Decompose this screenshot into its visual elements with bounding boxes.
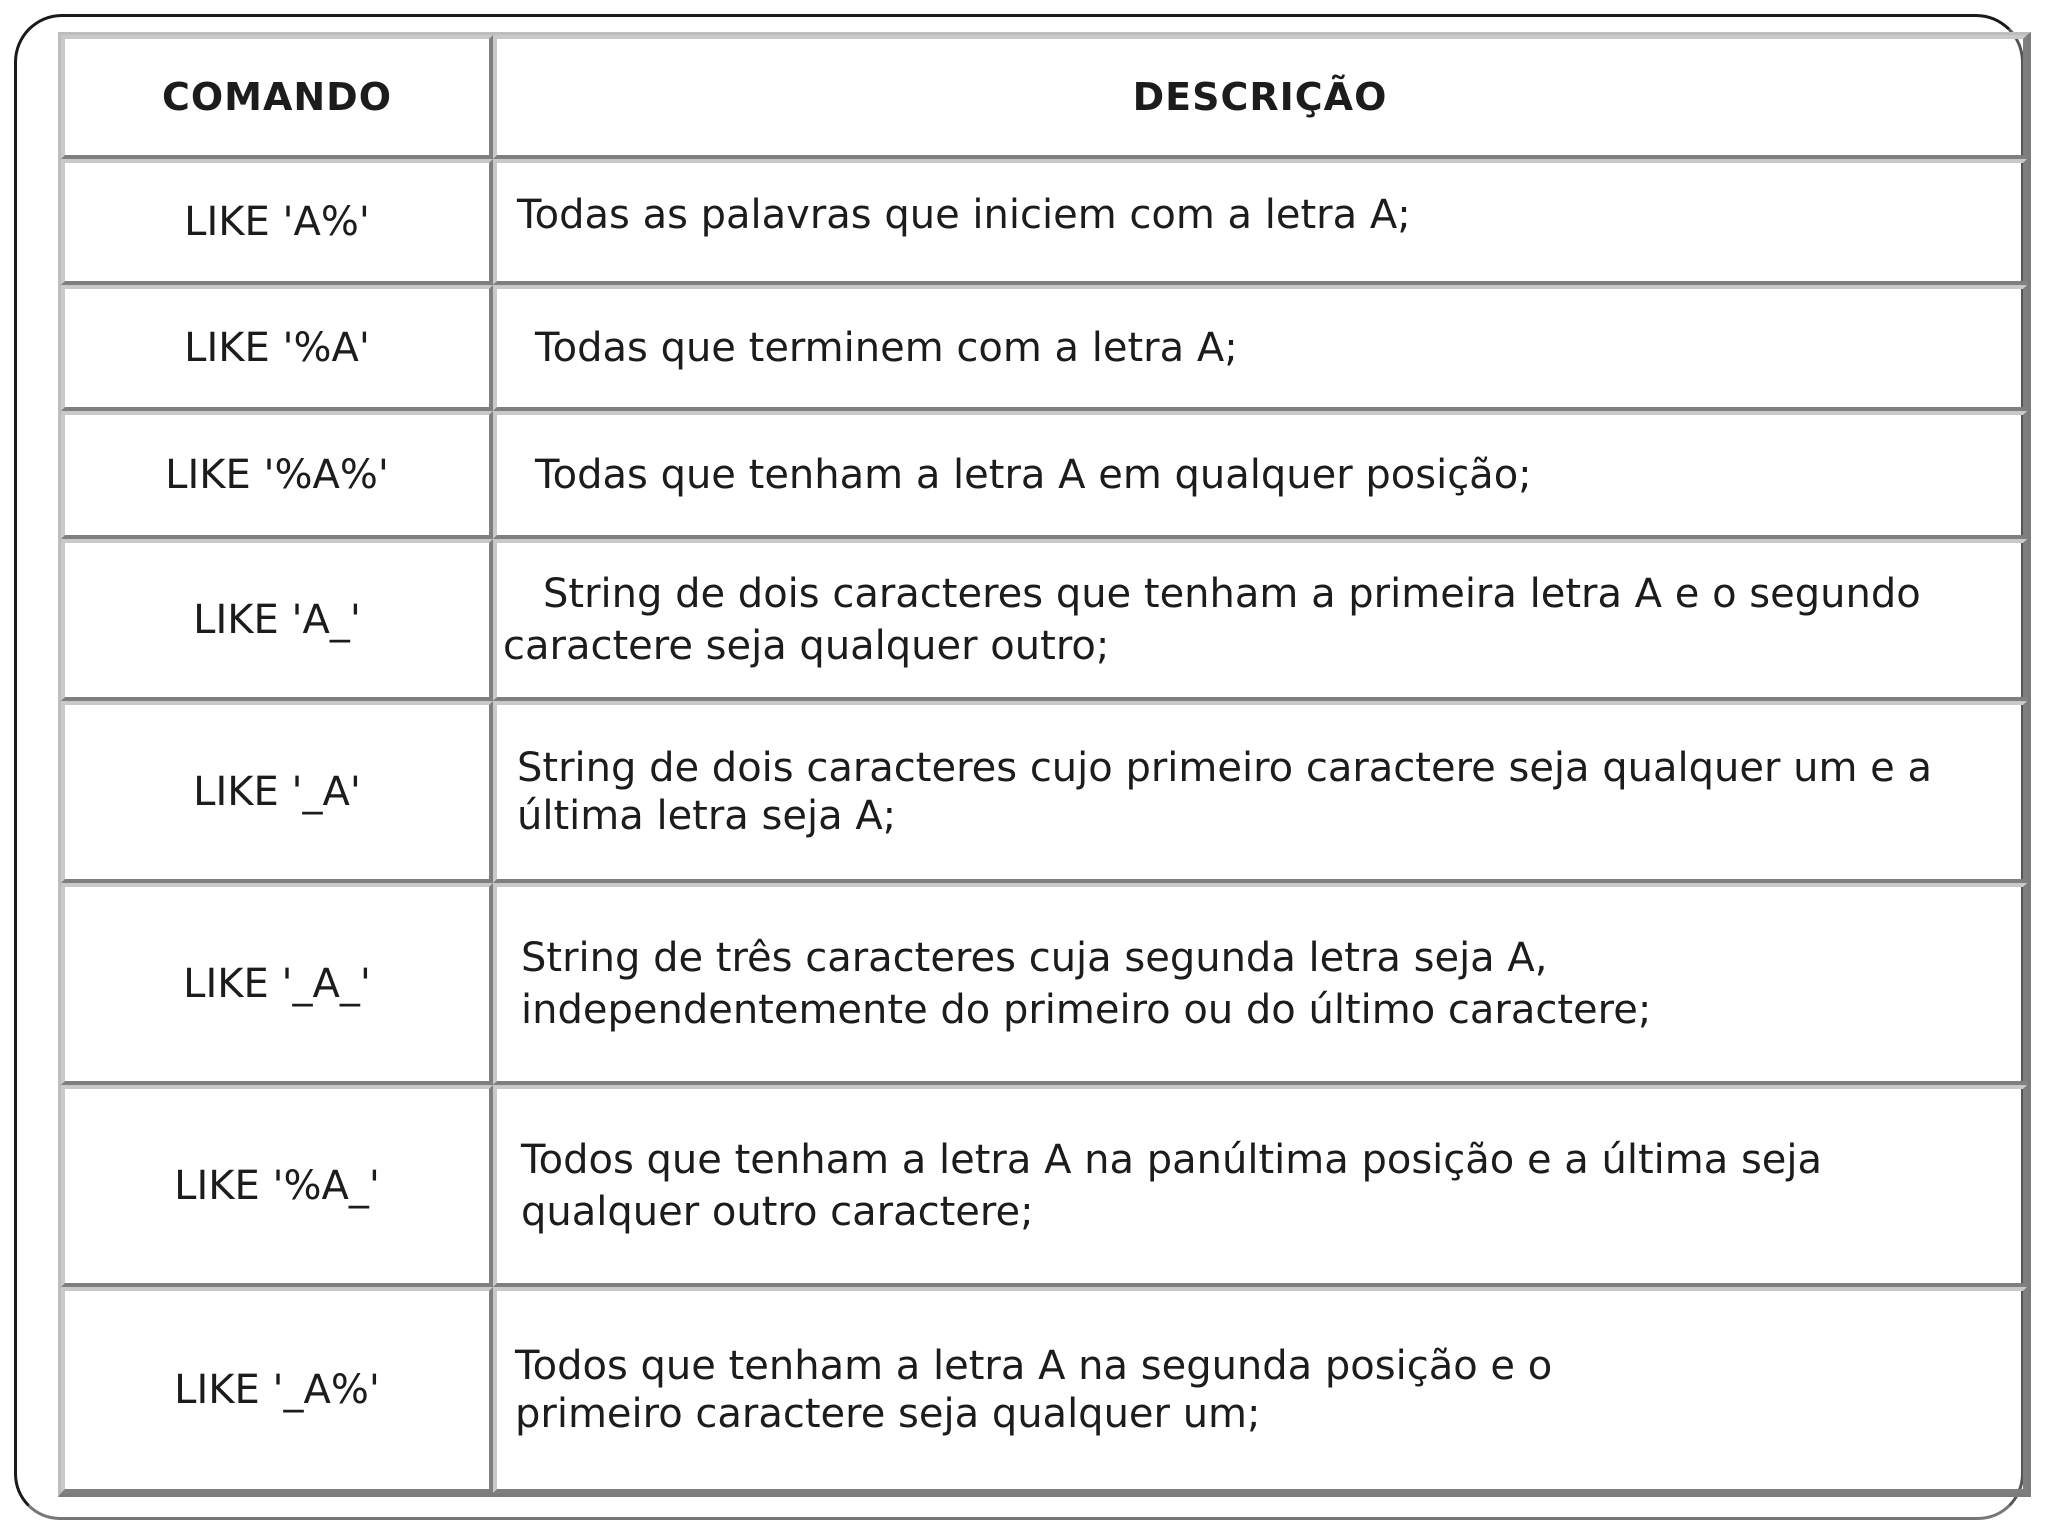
description-cell: Todos que tenham a letra A na segunda posição e o primeiro caractere seja qualquer um; — [493, 1287, 2027, 1493]
table-row — [61, 701, 2027, 883]
command-cell: LIKE 'A_' — [61, 539, 493, 701]
command-cell: LIKE '%A_' — [61, 1085, 493, 1287]
header-description: DESCRIÇÃO — [493, 35, 2027, 159]
header-command: COMANDO — [61, 35, 493, 159]
description-cell: String de três caracteres cuja segunda letra seja A, independentemente do primeiro ou do último caractere; — [493, 883, 2027, 1085]
table-row — [61, 285, 2027, 411]
description-cell: Todos que tenham a letra A na panúltima posição e a última seja qualquer outro caractere; — [493, 1085, 2027, 1287]
description-cell: String de dois caracteres cujo primeiro caractere seja qualquer um e a última letra seja A; — [493, 701, 2027, 883]
table-row — [61, 411, 2027, 539]
command-cell: LIKE 'A%' — [61, 159, 493, 285]
command-cell: LIKE '_A%' — [61, 1287, 493, 1493]
description-cell: Todas as palavras que iniciem com a letra A; — [493, 159, 2027, 285]
table-row — [61, 883, 2027, 1085]
command-cell: LIKE '%A' — [61, 285, 493, 411]
table-row — [61, 539, 2027, 701]
command-cell: LIKE '%A%' — [61, 411, 493, 539]
like-commands-table — [58, 32, 2031, 1497]
command-cell: LIKE '_A' — [61, 701, 493, 883]
description-cell: String de dois caracteres que tenham a primeira letra A e o segundo caractere seja qualquer outro; — [493, 539, 2027, 701]
description-cell: Todas que tenham a letra A em qualquer posição; — [493, 411, 2027, 539]
description-cell: Todas que terminem com a letra A; — [493, 285, 2027, 411]
command-cell: LIKE '_A_' — [61, 883, 493, 1085]
table-row — [61, 159, 2027, 285]
table-header-row — [61, 35, 2027, 159]
table-row — [61, 1287, 2027, 1493]
table-row — [61, 1085, 2027, 1287]
